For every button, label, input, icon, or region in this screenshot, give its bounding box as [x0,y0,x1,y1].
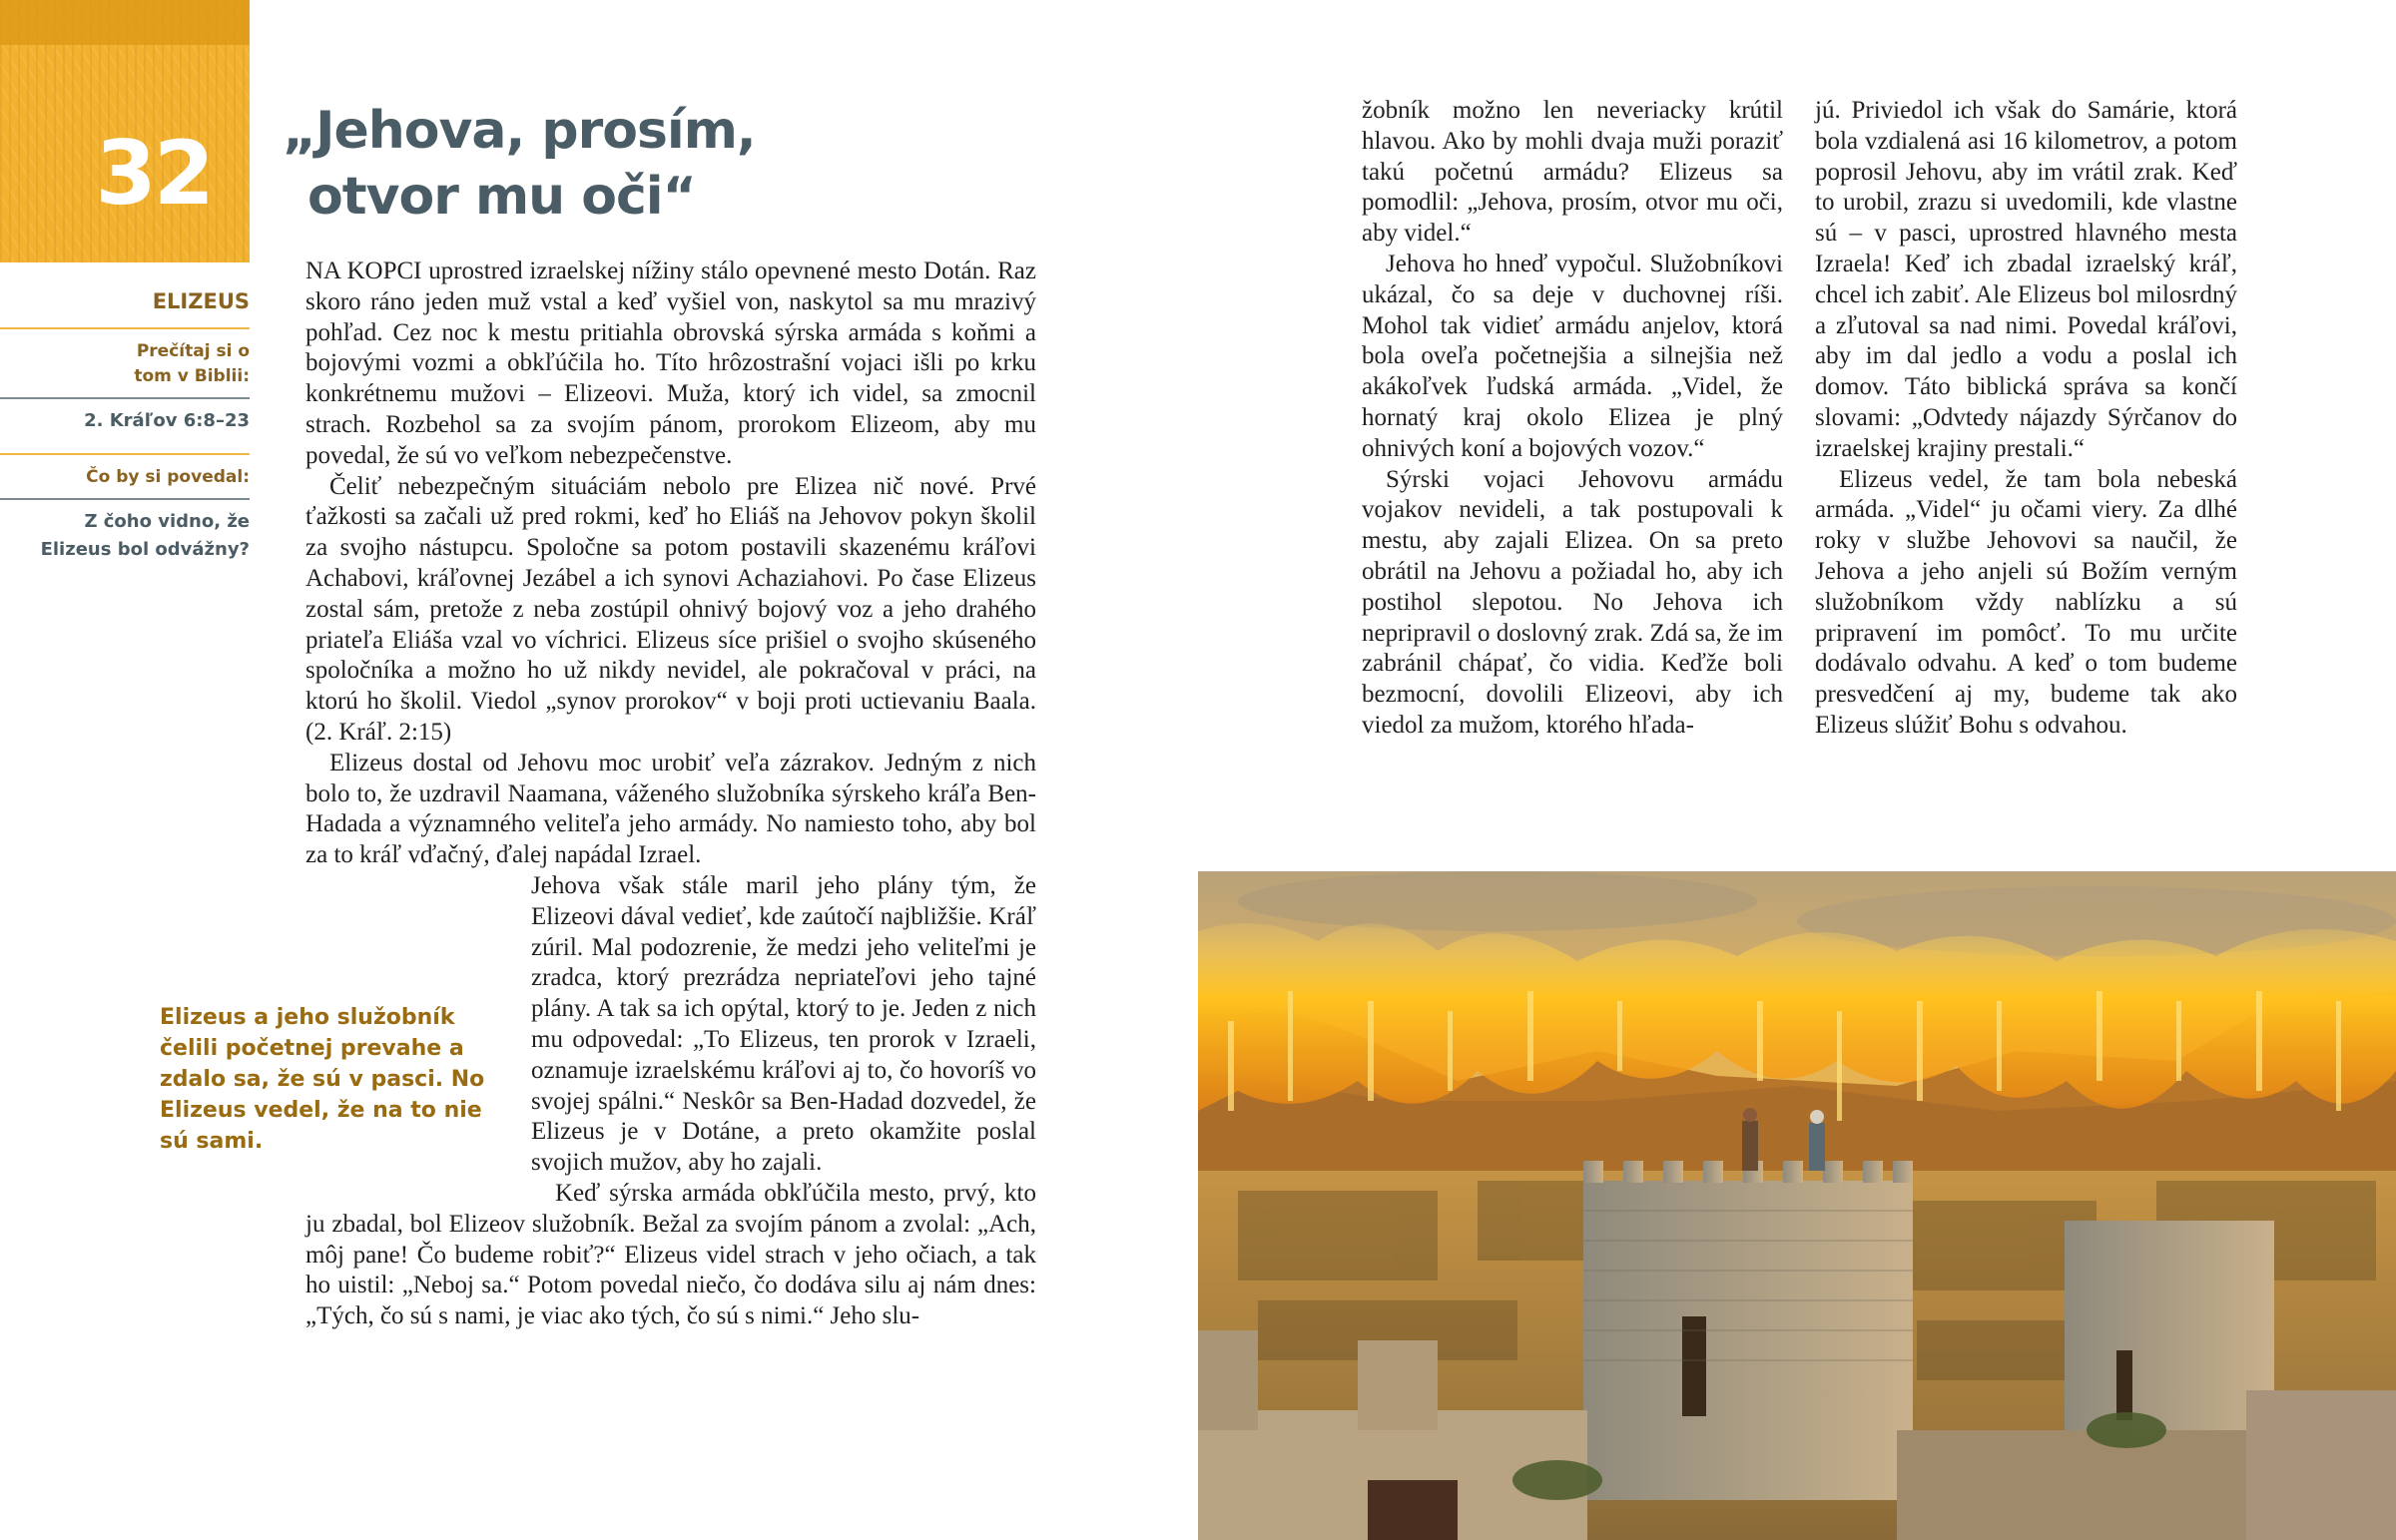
title-line-2: otvor mu oči“ [307,167,696,227]
chapter-box-band [0,0,250,45]
sidebar-person-name: ELIZEUS [152,289,250,313]
sidebar-read-label: Prečítaj si o tom v Biblii: [134,341,250,386]
painting-image [1198,871,2396,1540]
body-column-4 [1815,96,2237,742]
paragraph: jú. Priviedol ich však do Samárie, ktorá bola vzdialená asi 16 kilometrov, a potom poprosil Jehovu, aby im vrátil zrak. Keď to urobil, zrazu si uvedomili, kde vlastne sú – v pasci, uprostred hlavného mesta Izraela! Keď ich zbadal izraelský kráľ, chcel ich zabiť. Ale Elizeus bol milosrdný a zľutoval sa nad nimi. Povedal kráľovi, aby im dal jedlo a vodu a poslal ich domov. Táto biblická správa sa končí slovami: „Odvtedy nájazdy Sýrčanov do izraelskej krajiny prestali.“ [1815,97,2237,462]
page-title [283,98,756,230]
illustration-caption: Elizeus a jeho služobník čelili početnej prevahe a zdalo sa, že sú v pasci. No Elizeus vedel, že na to nie sú sami. [160,1005,485,1154]
paragraph: NA KOPCI uprostred izraelskej nížiny stálo opevnené mesto Dotán. Raz skoro ráno jeden muž vstal a keď vyšiel von, naskytol sa mu mrazivý pohľad. Cez noc k mestu pritiahla obrovská sýrska armáda s koňmi a bojovými vozmi a obkľúčila ho. Títo hrôzostrašní vojaci išli po krku konkrétnemu mužovi – Elizeovi. Muža, ktorý ich videl, sa zmocnil strach. Rozbehol sa za svojím pánom, prorokom Elizeom, aby mu povedal, že sú vo veľkom nebezpečenstve. [305,257,1036,469]
paragraph: Sýrski vojaci Jehovovu armádu vojakov nevideli, a tak postupovali k mestu, aby zajali Elizea. On sa preto obrátil na Jehovu a požiadal ho, aby ich postihol slepotou. No Jehova ich nepripravil o doslovný zrak. Zdá sa, že im zabránil chápať, čo vidia. Keďže boli bezmocní, dovolili Elizeovi, aby ich viedol za mužom, ktorého hľada- [1362,465,1783,739]
sidebar-scripture-reference: 2. Kráľov 6:8–23 [84,410,250,431]
paragraph: žobník možno len neveriacky krútil hlavou. Ako by mohli dvaja muži poraziť takú početnú armádu? Elizeus sa pomodlil: „Jehova, prosím, otvor mu oči, aby videl.“ [1362,97,1783,248]
sidebar-question: Z čoho vidno, že Elizeus bol odvážny? [40,511,250,560]
sidebar-say-label: Čo by si povedal: [86,467,250,487]
chapter-number: 32 [95,122,212,225]
title-line-1: „Jehova, prosím, [283,101,756,161]
paragraph: Elizeus dostal od Jehovu moc urobiť veľa zázrakov. Jedným z nich bolo to, že uzdravil Naamana, váženého služobníka sýrskeho kráľa Ben-Hadada a významného veliteľa jeho armády. No namiesto toho, aby bol za to kráľ vďačný, ďalej napádal Izrael. [305,749,1036,869]
illustration-fiery-army-over-city [1198,871,2396,1540]
paragraph: Keď sýrska armáda obkľúčila mesto, prvý, kto ju zbadal, bol Elizeov služobník. Bežal za svojím pánom a zvolal: „Ach, môj pane! Čo budeme robiť?“ Elizeus videl strach v jeho očiach, a tak ho uistil: „Neboj sa.“ Potom povedal niečo, čo dodáva silu aj nám dnes: „Tých, čo sú s nami, je viac ako tých, čo sú s nimi.“ Jeho slu- [305,1179,1036,1330]
paragraph: Čeliť nebezpečným situáciám nebolo pre Elizea nič nové. Prvé ťažkosti sa začali už pred rokmi, keď ho Eliáš na Jehovov pokyn školil za svojho nástupcu. Spoločne sa potom postavili skazenému kráľovi Achabovi, kráľovnej Jezábel a ich synovi Achaziahovi. Po čase Elizeus zostal sám, pretože z neba zostúpil ohnivý bojový voz a jeho drahého priateľa Eliáša vzal vo víchrici. Elizeus síce prišiel o svojho skúseného spoločníka a možno ho už nikdy nevidel, ale pokračoval v práci, na ktorú ho školil. Viedol „synov prorokov“ v boji proti uctievaniu Baala. (2. Kráľ. 2:15) [305,472,1036,746]
body-column-1 [305,257,1036,1332]
chapter-number-box [0,0,250,262]
paragraph: Jehova však stále maril jeho plány tým, že Elizeovi dával vedieť, kde zaútočí najbližšie. Kráľ zúril. Mal podozrenie, že medzi jeho veliteľmi je zradca, ktorý prezrádza nepriateľovi jeho tajné plány. A tak sa ich opýtal, ktorý to je. Jeden z nich mu odpovedal: „To Elizeus, ten prorok v Izraeli, oznamuje izraelskému kráľovi aj to, čo hovoríš vo svojej spálni.“ Neskôr sa Ben-Hadad dozvedel, že Elizeus je v Dotáne, a preto okamžite poslal svojich mužov, aby ho zajali. [531,871,1036,1177]
body-column-3 [1362,96,1783,742]
sidebar [0,279,250,578]
paragraph: Jehova ho hneď vypočul. Služobníkovi ukázal, čo sa deje v duchovnej ríši. Mohol tak vidieť armádu anjelov, ktorá bola oveľa početnejšia a silnejšia než akákoľvek ľudská armáda. „Videl, že hornatý kraj okolo Elizea je plný ohnivých koní a bojových vozov.“ [1362,250,1783,462]
paragraph: Elizeus vedel, že tam bola nebeská armáda. „Videl“ ju očami viery. Za dlhé roky v službe Jehovovi sa naučil, že Jehova a jeho anjeli sú Božím verným služobníkom vždy nablízku a sú pripravení im pomôcť. To mu určite dodávalo odvahu. A keď o tom budeme presvedčení aj my, budeme tak ako Elizeus slúžiť Bohu s odvahou. [1815,465,2237,739]
